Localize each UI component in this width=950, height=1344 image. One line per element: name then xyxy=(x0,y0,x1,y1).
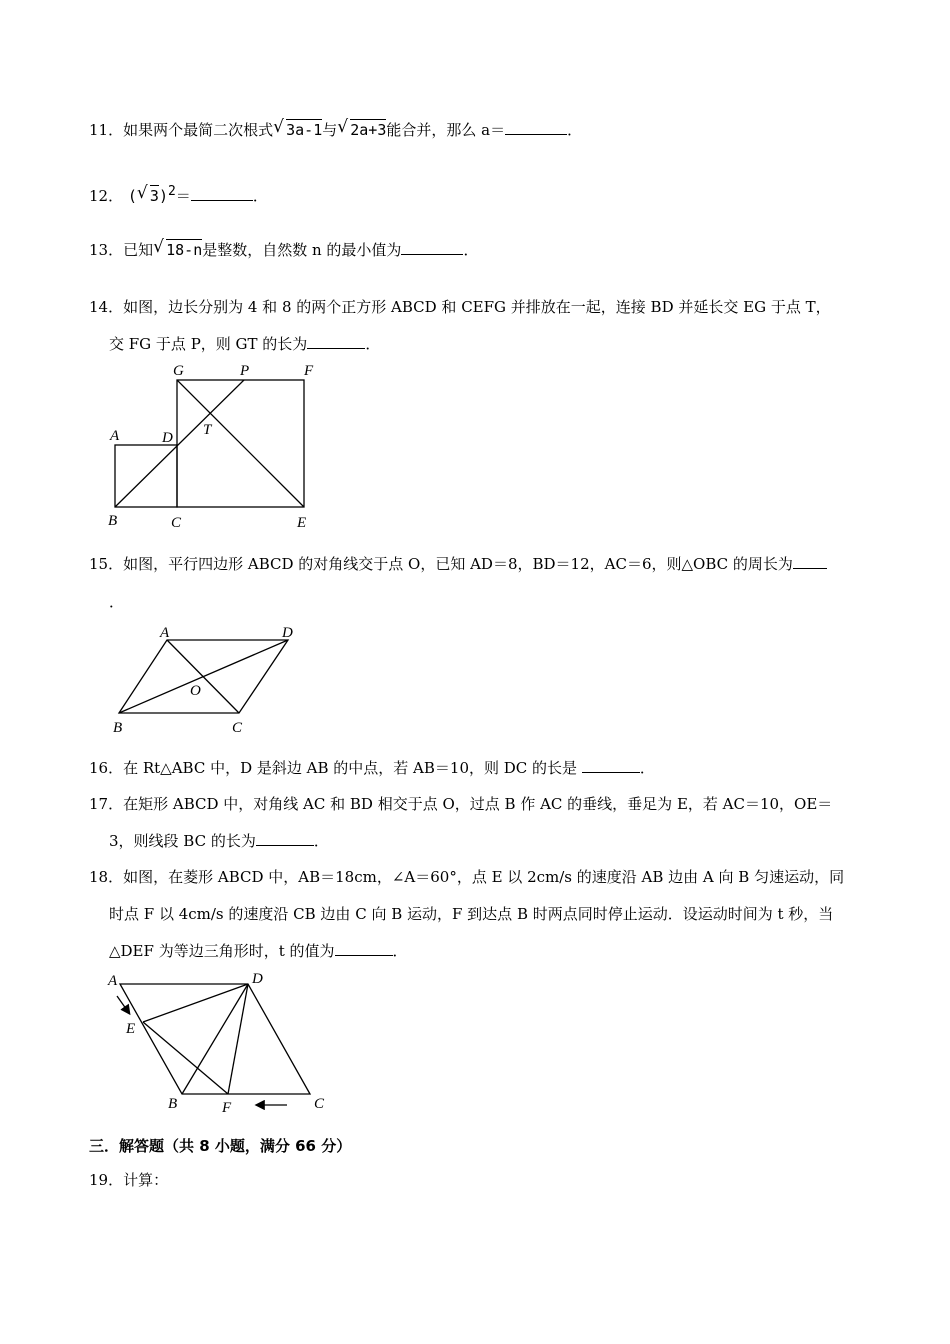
q18-line-ef xyxy=(143,1022,228,1094)
q14-label-g: G xyxy=(173,363,184,379)
q18-number: 18． xyxy=(89,868,124,886)
q15-diagonal-bd xyxy=(119,640,288,713)
question-18-line1: 18．如图，在菱形 ABCD 中，AB＝18cm，∠A＝60°，点 E 以 2cm/s 的速度沿 AB 边由 A 向 B 匀速运动，同 xyxy=(89,868,845,886)
q18-line-de xyxy=(143,984,248,1022)
q14-line-bp xyxy=(115,380,244,507)
q14-label-f: F xyxy=(304,363,314,379)
q14-label-a: A xyxy=(110,428,120,444)
q14-label-c: C xyxy=(171,515,182,531)
q15-label-o: O xyxy=(190,683,201,699)
q19-number: 19． xyxy=(89,1171,124,1189)
q11-number: 11． xyxy=(89,121,124,139)
q15-answer-blank xyxy=(793,554,827,569)
q11-radical-2: √ 2a+3 xyxy=(337,120,386,140)
question-13: 13．已知√ 18-n是整数，自然数 n 的最小值为 ． xyxy=(89,240,478,260)
q12-expression: (√ 3)$^2$ xyxy=(128,187,176,205)
q15-label-c: C xyxy=(232,720,243,736)
q13-radical: √ 18-n xyxy=(153,240,202,260)
question-14-line2: 交 FG 于点 P，则 GT 的长为 ． xyxy=(109,335,381,353)
q11-text-b: 与 xyxy=(322,121,338,139)
question-15-line1: 15．如图，平行四边形 ABCD 的对角线交于点 O，已知 AD＝8，BD＝12，AC＝6，则△OBC 的周长为 xyxy=(89,554,827,574)
q18-answer-blank xyxy=(335,941,393,956)
q14-label-b: B xyxy=(108,513,118,529)
q17-answer-blank xyxy=(256,831,314,846)
q18-arrow-a-to-e xyxy=(117,996,129,1013)
q18-label-f: F xyxy=(222,1100,232,1116)
q15-label-a: A xyxy=(160,625,170,641)
section-3-heading: 三．解答题（共 8 小题，满分 66 分） xyxy=(89,1137,352,1155)
q18-label-b: B xyxy=(168,1096,178,1112)
question-12: 12． (√ 3)$^2$＝ ． xyxy=(89,182,268,206)
question-17-line1: 17．在矩形 ABCD 中，对角线 AC 和 BD 相交于点 O，过点 B 作 AC 的垂线，垂足为 E，若 AC＝10，OE＝ xyxy=(89,795,833,813)
question-18-line2: 时点 F 以 4cm/s 的速度沿 CB 边由 C 向 B 运动，F 到达点 B 时两点同时停止运动．设运动时间为 t 秒，当 xyxy=(109,905,834,923)
question-14-line1: 14．如图，边长分别为 4 和 8 的两个正方形 ABCD 和 CEFG 并排放在一起，连接 BD 并延长交 EG 于点 T， xyxy=(89,298,831,316)
q18-label-d: D xyxy=(252,971,263,987)
q14-label-t: T xyxy=(203,422,212,438)
question-15-line2: ． xyxy=(109,593,125,611)
question-11: 11．如果两个最简二次根式√ 3a-1与√ 2a+3能合并，那么 a＝ ． xyxy=(89,120,582,140)
q18-label-a: A xyxy=(108,973,118,989)
q18-figure xyxy=(100,968,340,1118)
q14-label-p: P xyxy=(240,363,250,379)
q11-answer-blank xyxy=(505,120,567,135)
question-17-line2: 3，则线段 BC 的长为 ． xyxy=(109,832,329,850)
q18-label-c: C xyxy=(314,1096,325,1112)
q15-label-d: D xyxy=(282,625,293,641)
question-16: 16．在 Rt△ABC 中，D 是斜边 AB 的中点，若 AB＝10，则 DC 的长是 ． xyxy=(89,759,655,777)
q11-text-c: 能合并，那么 a＝ xyxy=(386,121,506,139)
q15-label-b: B xyxy=(113,720,123,736)
q16-number: 16． xyxy=(89,759,124,777)
q14-line-ge xyxy=(177,380,304,507)
q14-label-e: E xyxy=(297,515,307,531)
question-18-line3: △DEF 为等边三角形时，t 的值为 ． xyxy=(109,942,408,960)
q18-label-e: E xyxy=(126,1021,136,1037)
q14-figure xyxy=(100,358,330,534)
q11-text-a: 如果两个最简二次根式 xyxy=(123,121,274,139)
q13-number: 13． xyxy=(89,241,124,259)
q16-answer-blank xyxy=(582,758,640,773)
q17-number: 17． xyxy=(89,795,124,813)
q11-radical-1: √ 3a-1 xyxy=(273,120,322,140)
q15-figure xyxy=(105,620,310,738)
q14-label-d: D xyxy=(162,430,173,446)
question-19: 19．计算： xyxy=(89,1171,169,1189)
q13-answer-blank xyxy=(401,240,463,255)
q14-number: 14． xyxy=(89,298,124,316)
q12-answer-blank xyxy=(191,186,253,201)
q12-number: 12． xyxy=(89,187,124,205)
q15-number: 15． xyxy=(89,555,124,573)
q14-answer-blank xyxy=(307,334,365,349)
